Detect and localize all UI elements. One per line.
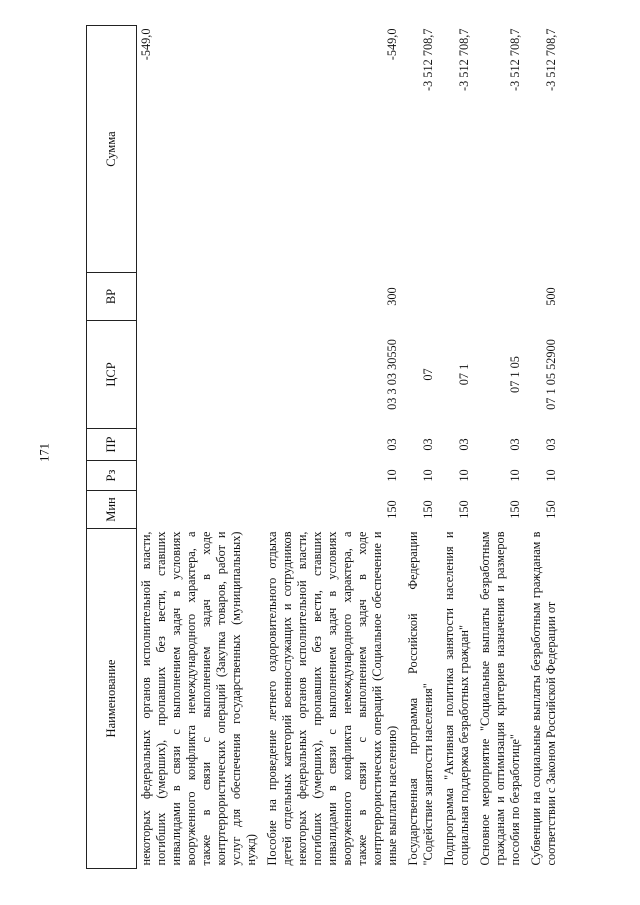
- row-min: 150: [421, 500, 435, 519]
- row-csr: 07 1 05 52900: [544, 339, 558, 410]
- table-row: [404, 26, 440, 869]
- row-sum: -3 512 708,7: [421, 28, 435, 92]
- row-name: Основное мероприятие "Социальные выплаты безработным гражданам и оптимизация критериев назначения и размеров пособия по безработице": [478, 531, 522, 866]
- header-csr: ЦСР: [87, 321, 137, 429]
- row-vr: 300: [385, 287, 399, 306]
- row-min: 150: [457, 500, 471, 519]
- row-name: Государственная программа Российской Федерации "Содействие занятости населения": [406, 531, 435, 866]
- row-sum: -3 512 708,7: [544, 28, 558, 92]
- row-rz: 10: [544, 469, 558, 482]
- header-sum: Сумма: [87, 26, 137, 273]
- row-csr: 07 1: [457, 363, 471, 386]
- row-rz: 10: [385, 469, 399, 482]
- header-pr: ПР: [87, 429, 137, 461]
- row-sum: -549,0: [385, 28, 399, 61]
- table-row: [476, 26, 527, 869]
- row-sum: -3 512 708,7: [457, 28, 471, 92]
- row-pr: 03: [457, 438, 471, 451]
- row-rz: [137, 461, 264, 491]
- row-name: Субвенции на социальные выплаты безработным гражданам в соответствии с Законом Российской Федерации от: [529, 531, 558, 866]
- row-sum: -3 512 708,7: [508, 28, 522, 92]
- header-min: Мин: [87, 491, 137, 529]
- row-pr: 03: [421, 438, 435, 451]
- table-row: [440, 26, 476, 869]
- row-name: некоторых федеральных органов исполнительной власти, погибших (умерших), пропавших без вести, ставших инвалидами в связи с выполнением задач в условиях вооруженного конфликта немеждународного характера, а также в связи с выполнением задач в ходе контртеррористических операций (Закупка товаров, работ и услуг для обеспечения государственных (муниципальных) нужд): [139, 531, 258, 866]
- page-number: 171: [37, 443, 52, 462]
- table-row: [137, 26, 264, 869]
- row-sum: -549,0: [139, 28, 153, 61]
- row-rz: 10: [508, 469, 522, 482]
- row-rz: 10: [421, 469, 435, 482]
- row-min: 150: [544, 500, 558, 519]
- row-vr: [476, 273, 527, 321]
- row-csr: 07: [421, 368, 435, 381]
- table-row: [527, 26, 563, 869]
- row-pr: 03: [544, 438, 558, 451]
- row-vr: [440, 273, 476, 321]
- table-header-row: [87, 26, 137, 869]
- row-name: Подпрограмма "Активная политика занятости населения и социальная поддержка безработных граждан": [442, 531, 471, 866]
- row-csr: 03 3 03 30550: [385, 339, 399, 410]
- budget-table: [86, 25, 563, 869]
- row-name: Пособие на проведение летнего оздоровительного отдыха детей отдельных категорий военнослужащих и сотрудников некоторых федеральных органов исполнительной власти, погибших (умерших), пропавших без вести, ставших инвалидами в связи с выполнением задач в условиях вооруженного конфликта немеждународного характера, а также в связи с выполнением задач в ходе контртеррористических операций (Социальное обеспечение и иные выплаты населению): [265, 531, 399, 866]
- row-pr: [137, 429, 264, 461]
- table-row: [263, 26, 404, 869]
- row-vr: 500: [544, 287, 558, 306]
- row-csr: [137, 321, 264, 429]
- row-min: 150: [508, 500, 522, 519]
- row-pr: 03: [508, 438, 522, 451]
- row-csr: 07 1 05: [508, 356, 522, 393]
- row-min: [137, 491, 264, 529]
- header-rz: Рз: [87, 461, 137, 491]
- header-vr: ВР: [87, 273, 137, 321]
- row-min: 150: [385, 500, 399, 519]
- row-vr: [404, 273, 440, 321]
- row-rz: 10: [457, 469, 471, 482]
- header-name: Наименование: [87, 529, 137, 869]
- row-pr: 03: [385, 438, 399, 451]
- row-vr: [137, 273, 264, 321]
